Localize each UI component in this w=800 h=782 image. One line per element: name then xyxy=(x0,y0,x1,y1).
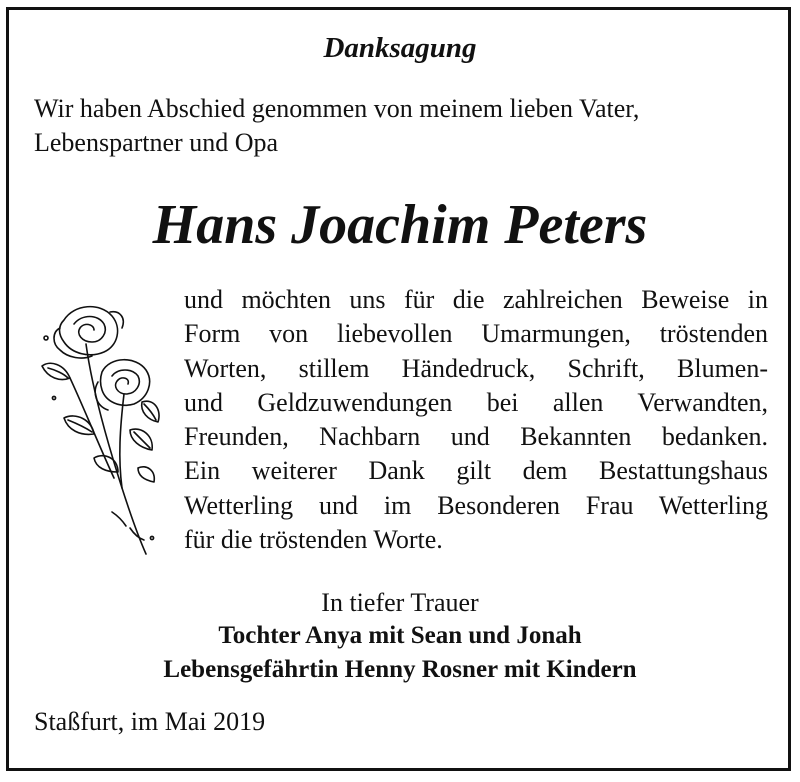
intro-line-1: Wir haben Abschied genommen von meinem lieben Vater, xyxy=(34,94,640,123)
place-date: Staßfurt, im Mai 2019 xyxy=(34,707,266,736)
thanks-line: Ein weiterer Dank gilt dem Bestattungshaus xyxy=(184,456,768,486)
thanks-line: Freunden, Nachbarn und Bekannten bedanken. xyxy=(184,422,768,452)
thanks-line: Form von liebevollen Umarmungen, tröstenden xyxy=(184,319,768,349)
intro-line-2: Lebenspartner und Opa xyxy=(34,128,279,157)
roses-icon xyxy=(34,298,164,560)
intro-text xyxy=(34,92,774,160)
thanks-line: für die tröstenden Worte. xyxy=(184,525,443,555)
notice-heading: Danksagung xyxy=(323,32,477,64)
thanks-paragraph xyxy=(184,283,768,557)
signatory-2: Lebensgefährtin Henny Rosner mit Kindern xyxy=(163,656,637,683)
mourning-phrase: In tiefer Trauer xyxy=(321,588,479,617)
thanks-line: Worten, stillem Händedruck, Schrift, Blumen- xyxy=(184,353,768,383)
thanks-line: Wetterling und im Besonderen Frau Wetterling xyxy=(184,490,768,520)
signatory-1: Tochter Anya mit Sean und Jonah xyxy=(218,622,582,649)
thanks-line: und Geldzuwendungen bei allen Verwandten, xyxy=(184,387,768,417)
deceased-name: Hans Joachim Peters xyxy=(152,194,648,256)
thanks-line: und möchten uns für die zahlreichen Beweise in xyxy=(184,285,768,314)
